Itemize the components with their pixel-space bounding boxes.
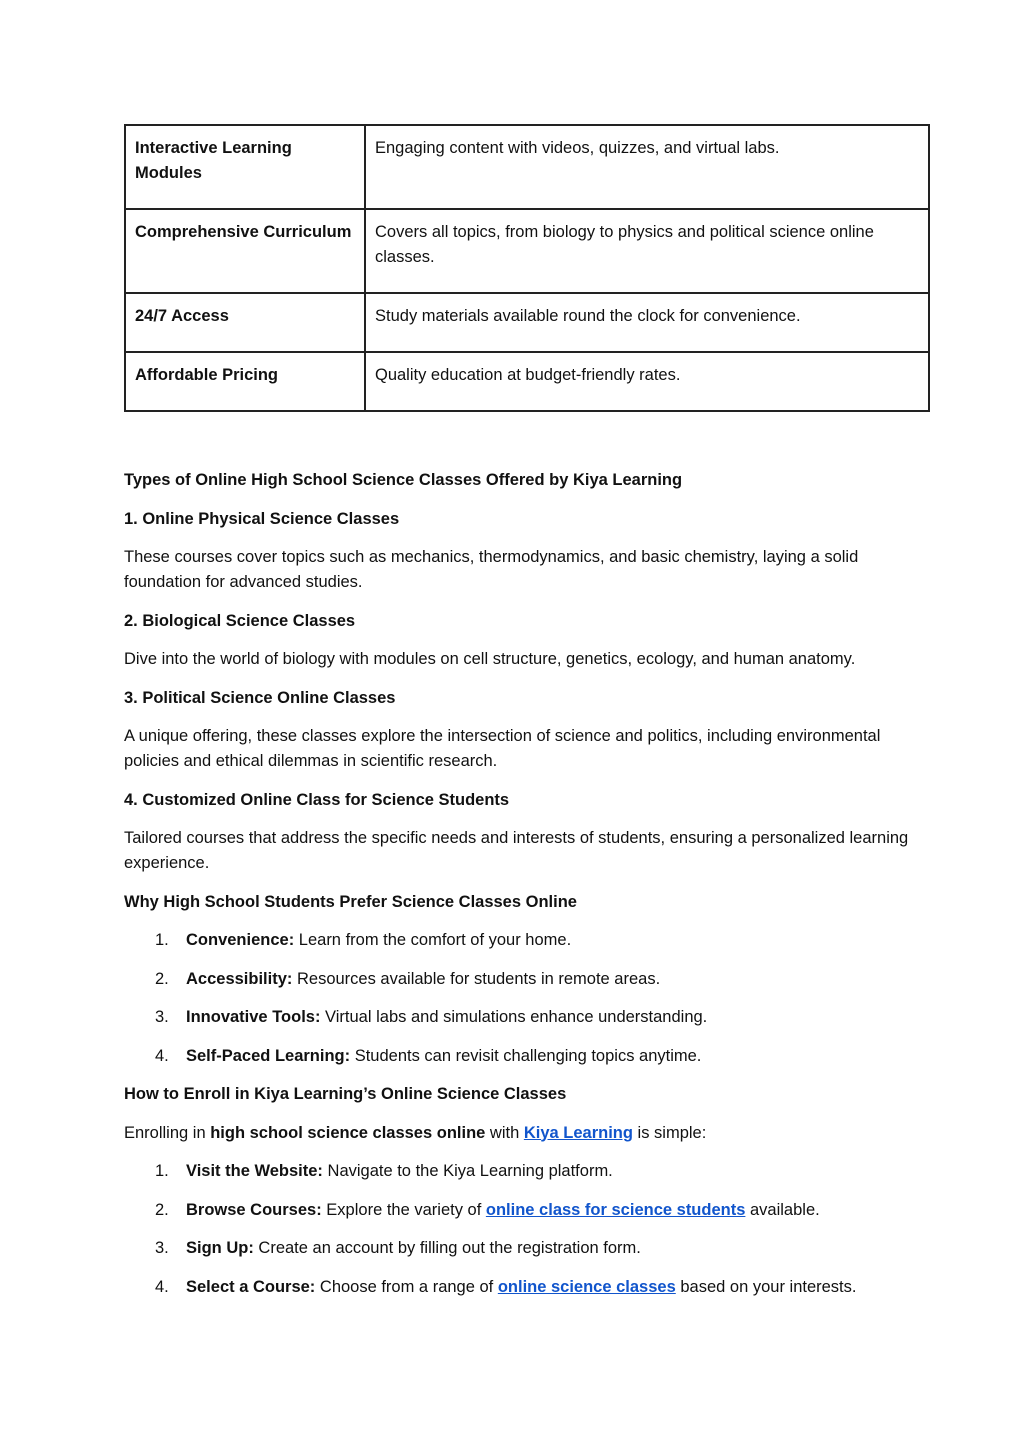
list-item-text: Choose from a range of [315,1277,498,1296]
list-item-label: Browse Courses: [186,1200,322,1219]
list-item-label: Sign Up: [186,1239,254,1257]
list-item-text: Students can revisit challenging topics anytime. [350,1046,702,1065]
list-item-text: based on your interests. [675,1277,857,1296]
list-item [124,1275,914,1300]
list-item [124,1005,914,1030]
article-body [124,468,914,1313]
feature-name-cell: Affordable Pricing [125,352,365,411]
list-item [124,1044,914,1069]
list-number: 1. [155,1162,169,1180]
table-row [125,209,929,293]
enroll-intro-text: Enrolling in [124,1123,211,1142]
feature-name-cell: Interactive Learning Modules [125,125,365,209]
list-item-label: Innovative Tools: [186,1008,321,1026]
list-number: 3. [155,1239,169,1257]
list-number: 2. [155,969,169,988]
feature-name-cell: Comprehensive Curriculum [125,209,365,293]
list-item [124,928,914,953]
list-item-text: Learn from the comfort of your home. [294,931,572,949]
feature-desc-cell: Study materials available round the clock for convenience. [365,293,929,352]
list-number: 3. [155,1008,169,1026]
list-item-label: Select a Course: [186,1277,316,1296]
section-heading-enroll: How to Enroll in Kiya Learning’s Online Science Classes [124,1085,567,1103]
list-item-text: Create an account by filling out the registration form. [253,1239,641,1257]
list-item-text: available. [745,1200,820,1219]
feature-desc-cell: Covers all topics, from biology to physics and political science online classes. [365,209,929,293]
enroll-steps-list [124,1159,914,1300]
why-list [124,928,914,1069]
table-row [125,125,929,209]
kiya-learning-link[interactable]: Kiya Learning [523,1123,633,1142]
science-students-class-link[interactable]: online class for science students [485,1200,746,1219]
subsection-title: 1. Online Physical Science Classes [124,509,400,528]
feature-desc-cell: Quality education at budget-friendly rates. [365,352,929,411]
list-number: 4. [155,1277,169,1296]
list-item-text: Virtual labs and simulations enhance understanding. [320,1008,708,1026]
list-item [124,967,914,992]
list-item [124,1159,914,1184]
features-table [124,124,930,412]
subsection-body: Dive into the world of biology with modules on cell structure, genetics, ecology, and human anatomy. [124,650,856,668]
subsection-title: 2. Biological Science Classes [124,611,356,630]
list-number: 4. [155,1046,169,1065]
enroll-intro-bold: high school science classes online [210,1123,486,1142]
subsection-body: These courses cover topics such as mechanics, thermodynamics, and basic chemistry, laying a solid foundation for advanced studies. [124,548,859,591]
feature-desc-cell: Engaging content with videos, quizzes, and virtual labs. [365,125,929,209]
table-row [125,293,929,352]
section-heading-types: Types of Online High School Science Classes Offered by Kiya Learning [124,471,683,489]
subsection-body: A unique offering, these classes explore the intersection of science and politics, including environmental policies and ethical dilemmas in scientific research. [124,727,881,770]
list-item-text: Navigate to the Kiya Learning platform. [322,1162,613,1180]
list-item [124,1198,914,1223]
list-item-label: Self-Paced Learning: [186,1046,351,1065]
list-item-label: Accessibility: [186,969,293,988]
list-item-text: Resources available for students in remote areas. [292,969,661,988]
subsection-title: 3. Political Science Online Classes [124,688,396,707]
list-number: 1. [155,931,169,949]
list-item-text: Explore the variety of [321,1200,486,1219]
enroll-intro-text: is simple: [632,1123,707,1142]
online-science-classes-link[interactable]: online science classes [497,1277,676,1296]
subsection-body: Tailored courses that address the specific needs and interests of students, ensuring a personalized learning experience. [124,829,909,872]
table-row [125,352,929,411]
enroll-intro-text: with [485,1123,524,1142]
list-number: 2. [155,1200,169,1219]
subsection-title: 4. Customized Online Class for Science Students [124,790,510,809]
feature-name-cell: 24/7 Access [125,293,365,352]
list-item-label: Convenience: [186,931,295,949]
list-item-label: Visit the Website: [186,1162,323,1180]
section-heading-why: Why High School Students Prefer Science Classes Online [124,892,577,911]
enroll-intro [124,1121,914,1146]
list-item [124,1236,914,1261]
